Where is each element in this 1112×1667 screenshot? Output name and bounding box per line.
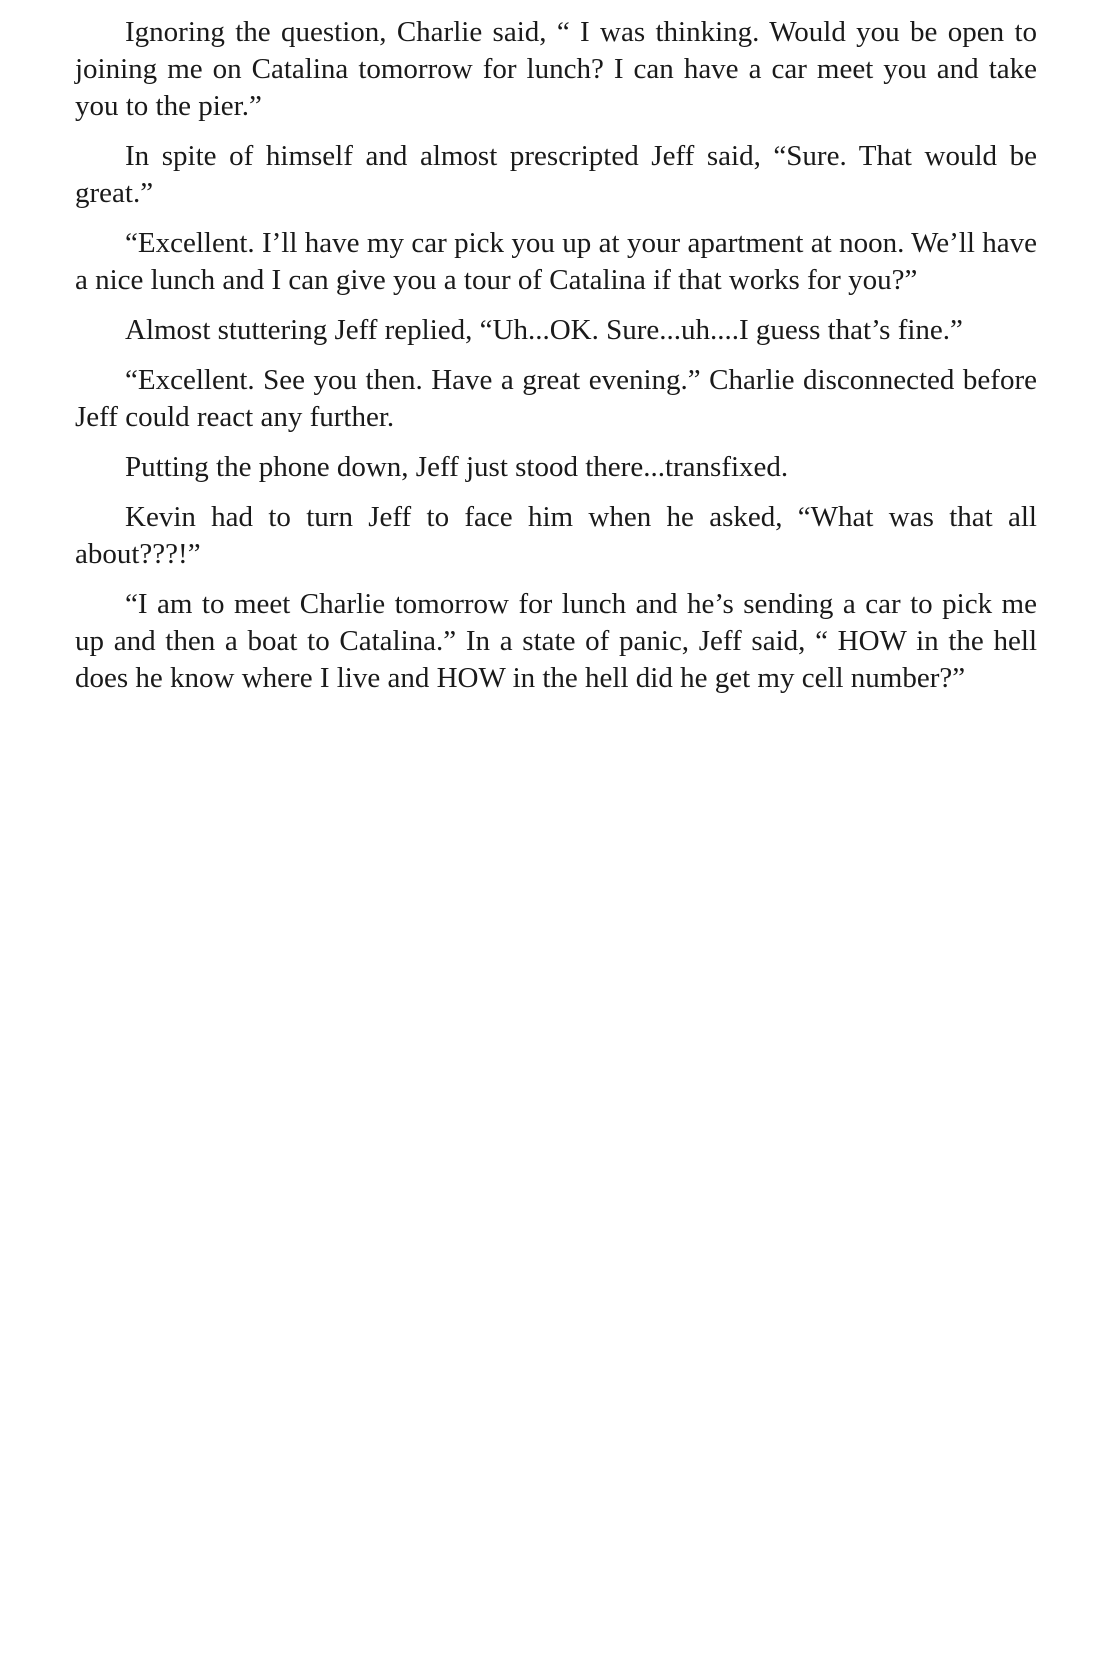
- paragraph: “Excellent. I’ll have my car pick you up at your apartment at noon. We’ll have a nice lunch and I can give you a tour of Catalina if that works for you?”: [75, 227, 1037, 296]
- paragraph: In spite of himself and almost prescripted Jeff said, “Sure. That would be great.”: [75, 140, 1037, 209]
- paragraph: Ignoring the question, Charlie said, “ I was thinking. Would you be open to joining me on Catalina tomorrow for lunch? I can have a car meet you and take you to the pier.”: [75, 16, 1037, 122]
- paragraph: Almost stuttering Jeff replied, “Uh...OK. Sure...uh....I guess that’s fine.”: [125, 314, 963, 346]
- paragraph: Kevin had to turn Jeff to face him when he asked, “What was that all about???!”: [75, 501, 1037, 570]
- paragraph: “Excellent. See you then. Have a great evening.” Charlie disconnected before Jeff could react any further.: [75, 364, 1037, 433]
- paragraph: Putting the phone down, Jeff just stood there...transfixed.: [125, 451, 789, 483]
- paragraph: “I am to meet Charlie tomorrow for lunch and he’s sending a car to pick me up and then a boat to Catalina.” In a state of panic, Jeff said, “ HOW in the hell does he know where I live and HOW in the hell did he get my cell number?”: [75, 588, 1037, 694]
- body-text: [75, 14, 1037, 710]
